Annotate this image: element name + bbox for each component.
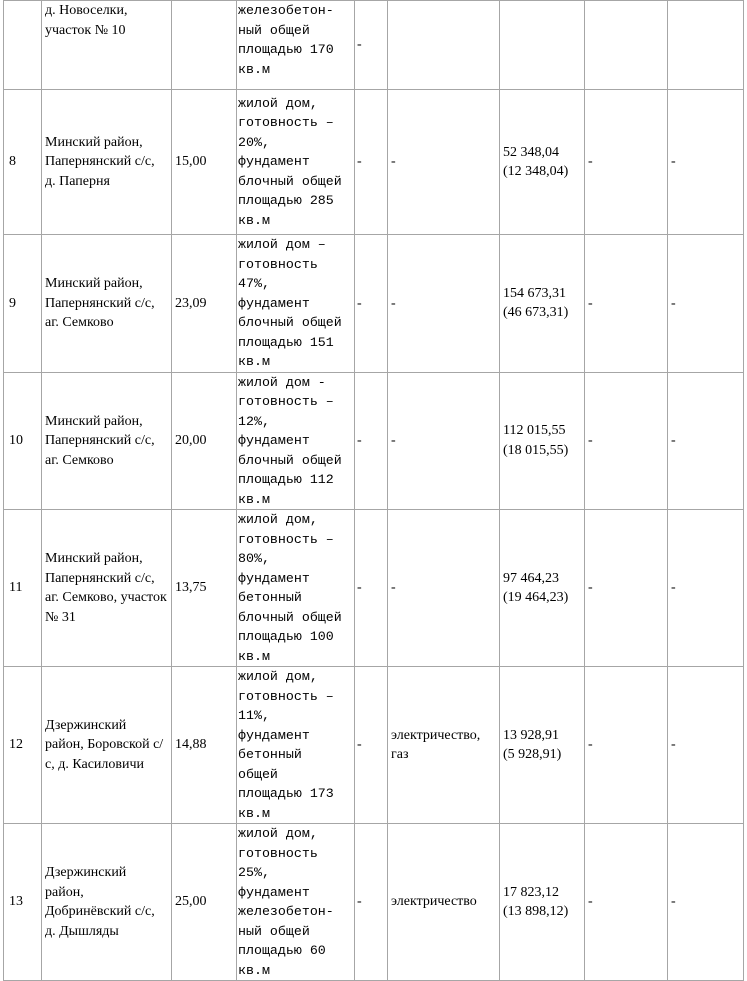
area-cell: 23,09 (172, 235, 237, 373)
area-cell: 14,88 (172, 667, 237, 824)
col8-cell: - (585, 824, 668, 981)
table-row (4, 667, 744, 824)
description-text: железобетон- ный общей площадью 170 кв.м (238, 3, 334, 77)
location-cell: Минский район, Папернянский с/с, аг. Семково (42, 372, 172, 510)
area-cell: 20,00 (172, 372, 237, 510)
description-text: жилой дом, готовность – 20%, фундамент блочный общей площадью 285 кв.м (238, 95, 342, 228)
col9-cell: - (668, 824, 744, 981)
row-number: 8 (4, 90, 42, 235)
col8-cell (585, 1, 668, 90)
description-text: жилой дом, готовность – 80%, фундамент бетонный блочный общей площадью 100 кв.м (238, 512, 342, 664)
row-number: 13 (4, 824, 42, 981)
table-row (4, 824, 744, 981)
area-cell: 15,00 (172, 90, 237, 235)
location-cell: Минский район, Папернянский с/с, аг. Семково (42, 235, 172, 373)
price-value: 52 348,04 (503, 144, 559, 160)
utilities-cell: - (388, 90, 500, 235)
price-cell (500, 667, 585, 824)
col8-cell: - (585, 372, 668, 510)
col5-value: - (357, 433, 362, 448)
location-cell: Дзержинский район, Добринёвский с/с, д. Дышляды (42, 824, 172, 981)
price-value: 112 015,55 (503, 423, 566, 439)
description-cell (237, 235, 355, 373)
utilities-cell: электричество (388, 824, 500, 981)
col8-cell: - (585, 235, 668, 373)
description-cell (237, 667, 355, 824)
col5-value: - (357, 154, 362, 170)
utilities-cell: - (388, 372, 500, 510)
price-paren-value: (13 898,12) (503, 904, 569, 919)
description-cell (237, 824, 355, 981)
col5-cell (355, 372, 388, 510)
col9-cell: - (668, 372, 744, 510)
table-row (4, 372, 744, 510)
price-cell (500, 235, 585, 373)
description-text: жилой дом – готовность 47%, фундамент блочный общей площадью 151 кв.м (238, 237, 342, 369)
col9-cell: - (668, 90, 744, 235)
description-text: жилой дом - готовность – 12%, фундамент блочный общей площадью 112 кв.м (238, 374, 342, 507)
price-paren-value: (18 015,55) (503, 442, 569, 458)
col9-cell: - (668, 667, 744, 824)
col9-cell: - (668, 235, 744, 373)
utilities-cell: - (388, 235, 500, 373)
col8-cell: - (585, 667, 668, 824)
row-number: 9 (4, 235, 42, 373)
location-cell: Минский район, Папернянский с/с, д. Паперня (42, 90, 172, 235)
col8-cell: - (585, 510, 668, 667)
row-number (4, 1, 42, 90)
col8-cell: - (585, 90, 668, 235)
table-row (4, 235, 744, 373)
col5-value: - (357, 37, 362, 53)
table-row (4, 510, 744, 667)
price-value: 13 928,91 (503, 727, 559, 743)
utilities-cell (388, 1, 500, 90)
table-row (4, 1, 744, 90)
description-cell (237, 372, 355, 510)
description-cell (237, 90, 355, 235)
description-cell (237, 1, 355, 90)
price-cell (500, 824, 585, 981)
row-number: 11 (4, 510, 42, 667)
price-cell (500, 510, 585, 667)
col5-cell (355, 824, 388, 981)
table-row (4, 90, 744, 235)
price-cell (500, 372, 585, 510)
price-value: 154 673,31 (503, 285, 566, 301)
utilities-cell: - (388, 510, 500, 667)
description-text: жилой дом, готовность 25%, фундамент железобетон- ный общей площадью 60 кв.м (238, 826, 334, 978)
price-cell (500, 1, 585, 90)
col9-cell (668, 1, 744, 90)
location-cell: д. Новоселки, участок № 10 (42, 1, 172, 90)
location-cell: Дзержинский район, Боровской с/с, д. Касиловичи (42, 667, 172, 824)
col5-value: - (357, 295, 362, 311)
area-cell: 13,75 (172, 510, 237, 667)
col5-cell (355, 1, 388, 90)
price-cell (500, 90, 585, 235)
price-paren-value: (19 464,23) (503, 590, 569, 605)
price-value: 97 464,23 (503, 570, 559, 586)
price-paren-value: (12 348,04) (503, 164, 569, 179)
col5-cell (355, 90, 388, 235)
col9-cell: - (668, 510, 744, 667)
location-cell: Минский район, Папернянский с/с, аг. Семково, участок № 31 (42, 510, 172, 667)
price-paren-value: (46 673,31) (503, 305, 569, 321)
col5-cell (355, 667, 388, 824)
price-paren-value: (5 928,91) (503, 747, 562, 762)
area-cell (172, 1, 237, 90)
table-body (4, 1, 744, 981)
col5-value: - (357, 580, 362, 596)
col5-cell (355, 235, 388, 373)
col5-value: - (357, 894, 362, 910)
col5-cell (355, 510, 388, 667)
row-number: 10 (4, 372, 42, 510)
col5-value: - (357, 737, 362, 753)
area-cell: 25,00 (172, 824, 237, 981)
description-cell (237, 510, 355, 667)
price-value: 17 823,12 (503, 884, 559, 900)
description-text: жилой дом, готовность – 11%, фундамент бетонный общей площадью 173 кв.м (238, 669, 334, 821)
row-number: 12 (4, 667, 42, 824)
utilities-cell: электричество, газ (388, 667, 500, 824)
property-table (3, 0, 744, 981)
